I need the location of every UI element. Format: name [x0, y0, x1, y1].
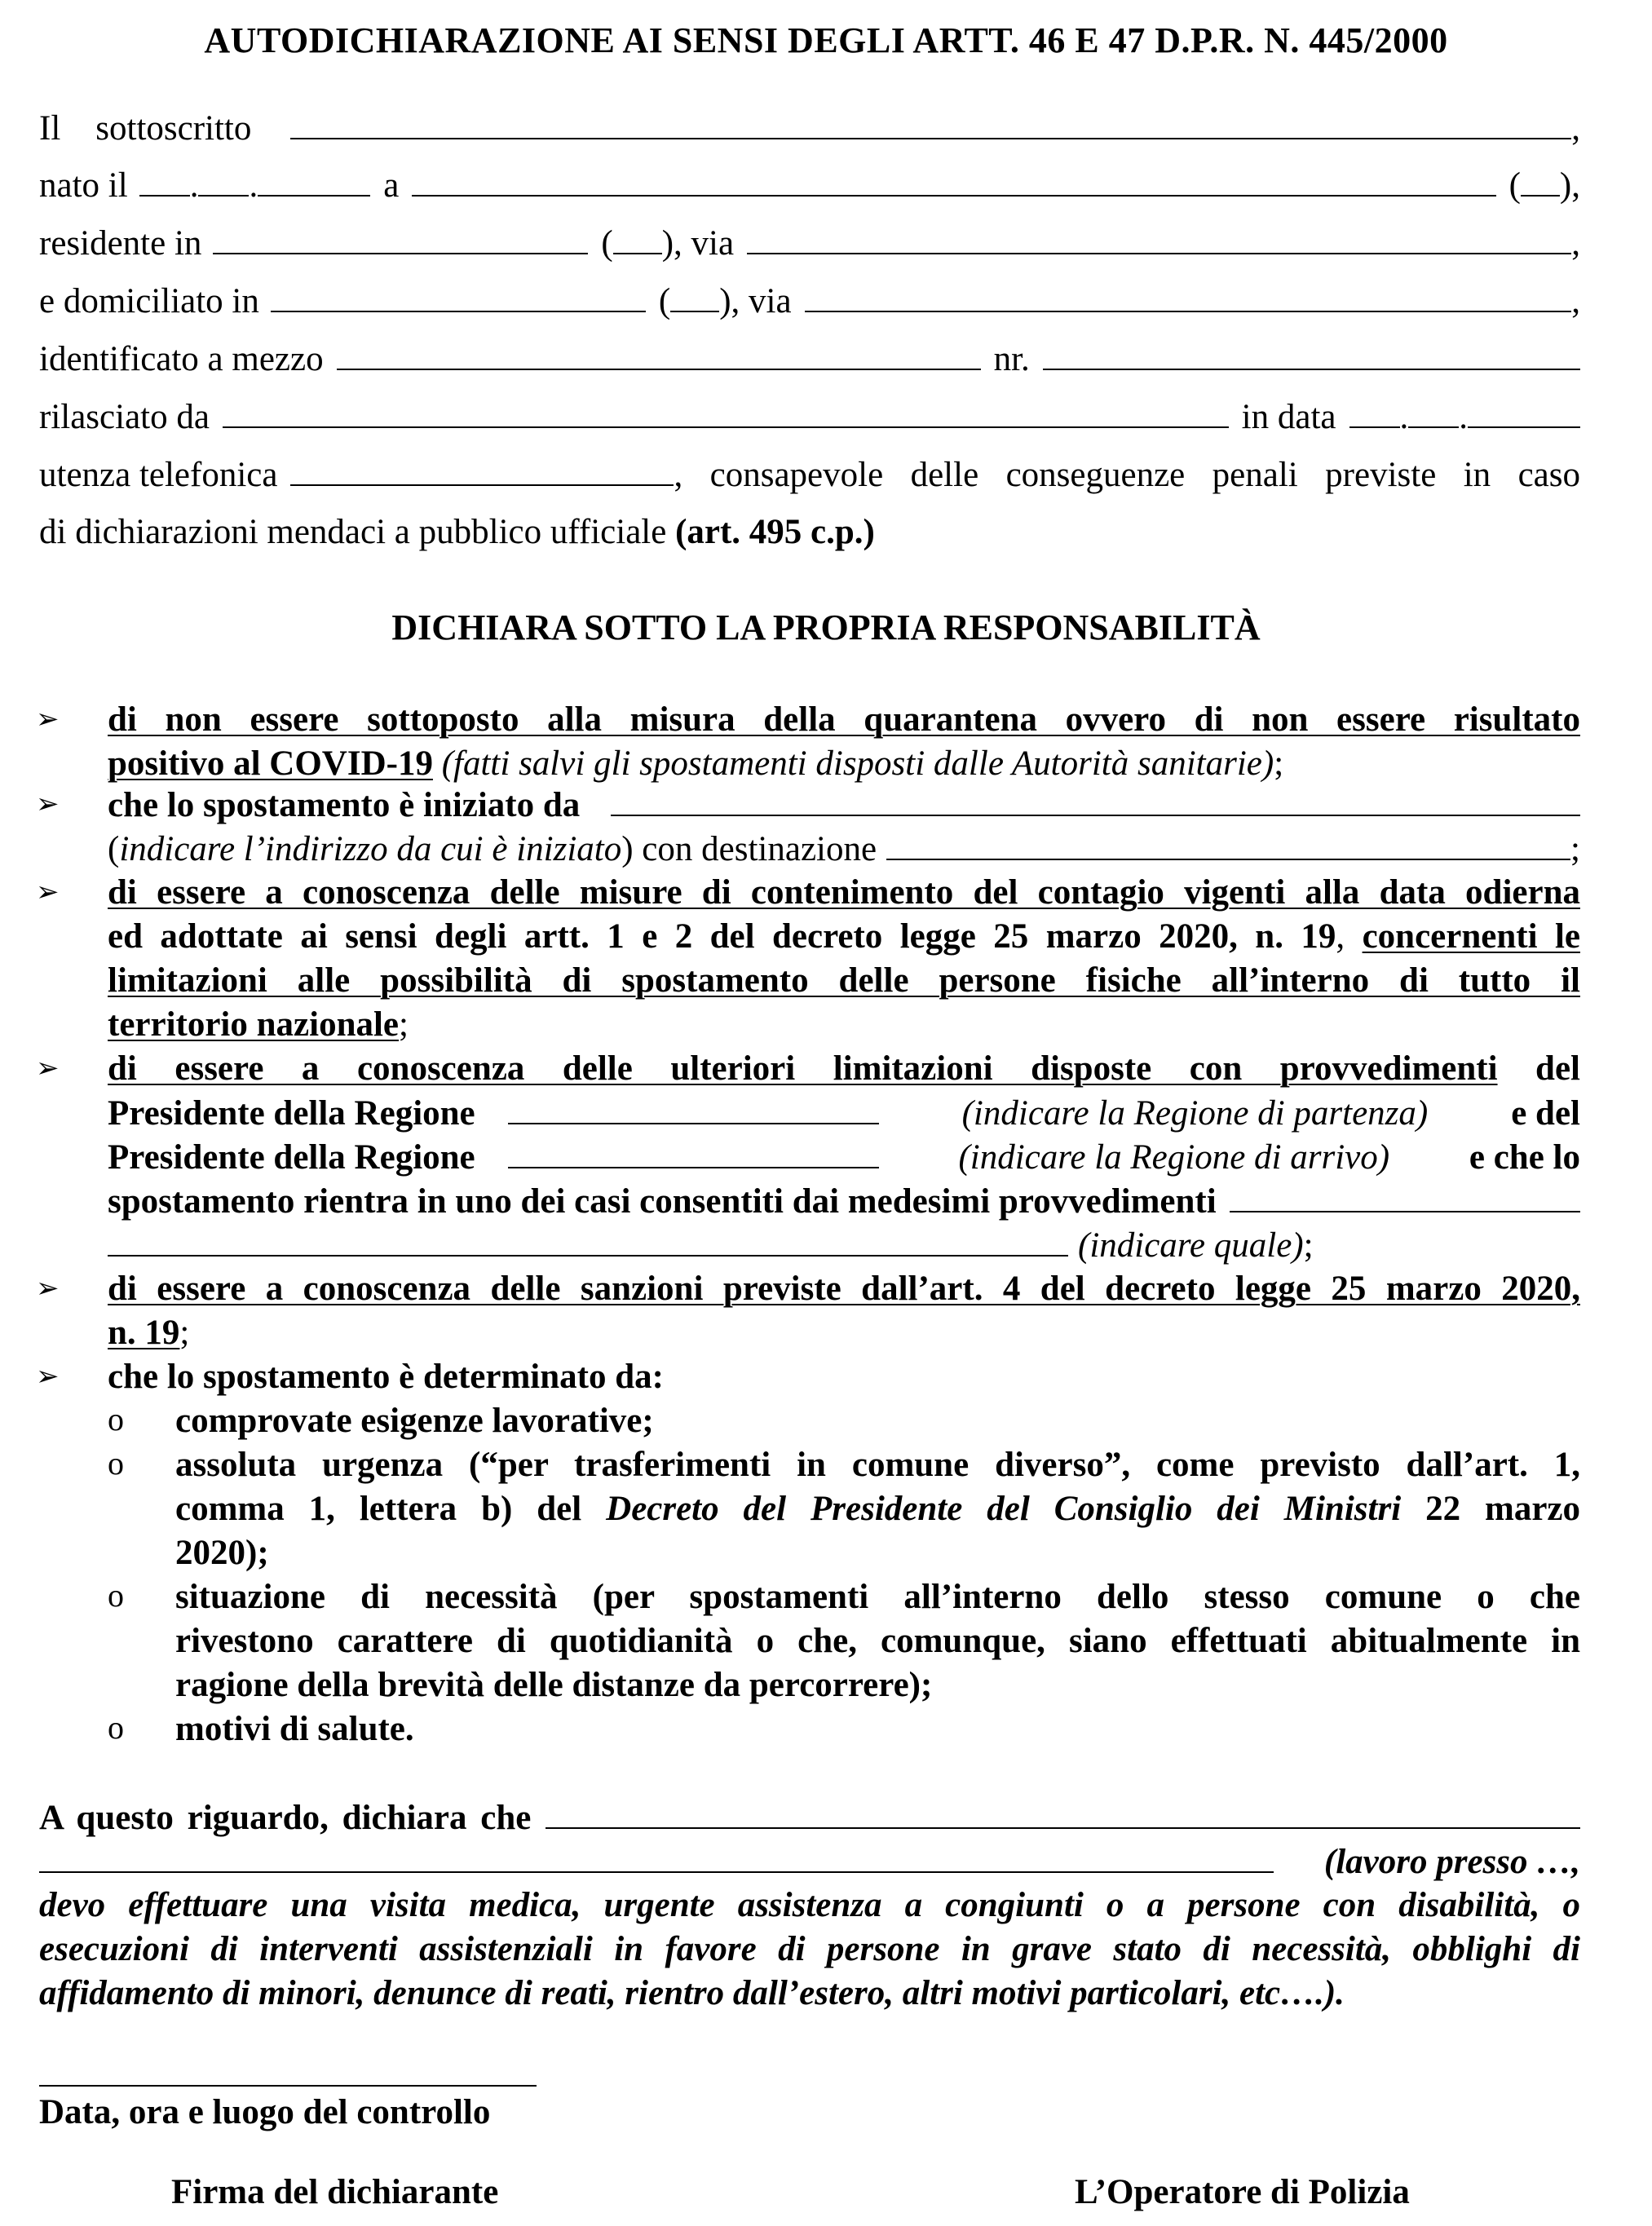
label-via: ), via	[719, 281, 792, 320]
bullet-arrow-icon: ➢	[36, 1053, 60, 1084]
label-data-luogo: Data, ora e luogo del controllo	[39, 2093, 491, 2131]
item-determinato: che lo spostamento è determinato da:	[108, 1358, 664, 1396]
field-via-residenza[interactable]	[747, 221, 1571, 254]
field-documento[interactable]	[337, 337, 981, 370]
declaration-intro-row	[39, 1795, 1580, 1840]
field-provvedimento[interactable]	[1230, 1179, 1580, 1212]
text-presidente-regione: Presidente della Regione	[108, 1093, 475, 1133]
field-rilascio-anno[interactable]	[1468, 395, 1580, 428]
declaration-lavoro-row	[39, 1840, 1580, 1884]
label-nr: nr.	[993, 339, 1030, 378]
field-via-domicilio[interactable]	[805, 279, 1572, 312]
item-sanzioni-line2	[108, 1311, 1580, 1355]
date-separator: .	[1459, 397, 1468, 436]
label-identificato: identificato a mezzo	[39, 339, 324, 378]
item-indicare-quale	[108, 1223, 1580, 1267]
option-urgenza-line2	[175, 1487, 1580, 1531]
text-consapevole: , consapevole delle conseguenze penali previste in caso	[674, 455, 1580, 494]
punctuation: ;	[399, 1005, 409, 1044]
item-misure-line3: limitazioni alle possibilità di spostamento delle persone fisiche all’interno di tutto il	[108, 961, 1580, 1000]
declaration-line1: devo effettuare una visita medica, urgente assistenza a congiunti o a persone con disabilità, o	[39, 1886, 1580, 1924]
text-regione-partenza-note: (indicare la Regione di partenza)	[961, 1093, 1429, 1133]
label-operatore-polizia: L’Operatore di Polizia	[1075, 2173, 1410, 2211]
text-rientra: spostamento rientra in uno dei casi consentiti dai medesimi provvedimenti	[108, 1181, 1217, 1221]
comma: ,	[1571, 108, 1580, 148]
option-salute: motivi di salute.	[175, 1710, 414, 1748]
punctuation: (	[108, 829, 120, 868]
label-sottoscritto: Il sottoscritto	[39, 108, 252, 148]
prov-open: (	[658, 281, 671, 320]
prov-open: (	[1508, 166, 1521, 205]
row-residenza	[39, 221, 1580, 265]
text-e-del: e del	[1511, 1093, 1580, 1133]
field-provincia-residenza[interactable]	[613, 221, 662, 254]
section-title: DICHIARA SOTTO LA PROPRIA RESPONSABILITÀ	[391, 607, 1261, 647]
field-numero-documento[interactable]	[1043, 337, 1580, 370]
field-rilasciato-da[interactable]	[223, 395, 1229, 428]
option-necessita-line1: situazione di necessità (per spostamenti all’interno dello stesso comune o che	[175, 1578, 1580, 1616]
field-provvedimento-cont[interactable]	[108, 1223, 1068, 1257]
row-mendaci	[39, 510, 1580, 554]
label-rilasciato-da: rilasciato da	[39, 397, 210, 436]
item-quarantena-line1: di non essere sottoposto alla misura della quarantena ovvero di non essere risultato	[108, 700, 1580, 739]
item-ulteriori-line1	[108, 1047, 1580, 1091]
item-destinazione	[108, 827, 1580, 871]
field-dichiarazione[interactable]	[546, 1795, 1580, 1829]
text-territorio: territorio nazionale	[108, 1005, 400, 1044]
sub-bullet-circle-icon: o	[108, 1709, 124, 1746]
field-nascita-mese[interactable]	[198, 163, 249, 197]
field-nome[interactable]	[290, 106, 1571, 139]
text-indirizzo-note: indicare l’indirizzo da cui è iniziato	[119, 829, 622, 868]
bullet-arrow-icon: ➢	[36, 704, 60, 735]
text-a-questo-riguardo: A questo riguardo, dichiara che	[39, 1798, 532, 1837]
comma: ,	[1571, 281, 1580, 320]
text-autorita-note: (fatti salvi gli spostamenti disposti dalle Autorità sanitarie)	[441, 744, 1274, 783]
item-spostamento-da	[108, 783, 1580, 827]
sub-bullet-circle-icon: o	[108, 1445, 124, 1482]
item-misure-line2	[108, 915, 1580, 959]
label-a: a	[383, 166, 400, 205]
item-misure-line4	[108, 1003, 1580, 1047]
bullet-arrow-icon: ➢	[36, 1362, 60, 1392]
field-provincia-domicilio[interactable]	[670, 279, 719, 312]
field-luogo-nascita[interactable]	[412, 163, 1495, 197]
comma: ,	[1571, 223, 1580, 263]
prov-close: ),	[1559, 166, 1580, 205]
field-nascita-giorno[interactable]	[139, 163, 190, 197]
field-nascita-anno[interactable]	[258, 163, 370, 197]
field-comune-domicilio[interactable]	[271, 279, 646, 312]
field-destinazione[interactable]	[886, 827, 1570, 860]
label-via: ), via	[661, 223, 735, 263]
text-concernenti: concernenti le	[1362, 917, 1580, 956]
field-rilascio-giorno[interactable]	[1349, 395, 1400, 428]
field-regione-partenza[interactable]	[508, 1091, 879, 1124]
declaration-line3: affidamento di minori, denunce di reati, rientro dall’estero, altri motivi particolari, etc….).	[39, 1974, 1345, 2012]
field-comune-residenza[interactable]	[213, 221, 588, 254]
field-telefono[interactable]	[290, 453, 674, 486]
text-22-marzo: 22 marzo	[1425, 1490, 1581, 1528]
field-regione-arrivo[interactable]	[508, 1135, 879, 1168]
text-art-495: (art. 495 c.p.)	[675, 513, 875, 551]
punctuation: ;	[1303, 1226, 1314, 1265]
field-dichiarazione-cont[interactable]	[39, 1840, 1274, 1873]
label-utenza: utenza telefonica	[39, 455, 278, 494]
text-mendaci: di dichiarazioni mendaci a pubblico ufficiale	[39, 513, 667, 551]
punctuation: ;	[179, 1314, 190, 1352]
date-separator: .	[189, 166, 199, 205]
item-sanzioni-line1: di essere a conoscenza delle sanzioni previste dall’art. 4 del decreto legge 25 marzo 2020,	[108, 1270, 1580, 1308]
item-quarantena-line2	[108, 742, 1580, 786]
label-nato-il: nato il	[39, 166, 128, 205]
row-domicilio	[39, 279, 1580, 323]
text-indicare-quale: (indicare quale)	[1078, 1226, 1304, 1265]
punctuation: ;	[1274, 744, 1284, 783]
date-separator: .	[1399, 397, 1409, 436]
text-lavoro-presso: (lavoro presso …,	[1323, 1842, 1580, 1881]
row-identificazione	[39, 337, 1580, 381]
text-spostamento-iniziato: che lo spostamento è iniziato da	[108, 785, 581, 824]
text-dpcm: Decreto del Presidente del Consiglio dei Ministri	[606, 1490, 1402, 1528]
field-indirizzo-partenza[interactable]	[611, 783, 1580, 816]
text-n-19: n. 19	[108, 1314, 180, 1352]
field-provincia-nascita[interactable]	[1521, 163, 1560, 197]
field-rilascio-mese[interactable]	[1408, 395, 1459, 428]
bullet-arrow-icon: ➢	[36, 877, 60, 908]
document-title: AUTODICHIARAZIONE AI SENSI DEGLI ARTT. 46 E 47 D.P.R. N. 445/2000	[204, 20, 1448, 60]
item-regione-partenza	[108, 1091, 1580, 1135]
row-nascita	[39, 163, 1580, 207]
punctuation: ;	[1570, 829, 1580, 868]
label-residente-in: residente in	[39, 223, 202, 263]
prov-open: (	[601, 223, 613, 263]
punctuation: ,	[1336, 917, 1363, 956]
date-separator: .	[249, 166, 258, 205]
label-firma-dichiarante: Firma del dichiarante	[171, 2173, 499, 2211]
item-misure-line1: di essere a conoscenza delle misure di contenimento del contagio vigenti alla data odierna	[108, 873, 1580, 912]
text-del: del	[1535, 1049, 1580, 1088]
text-e-che-lo: e che lo	[1469, 1137, 1580, 1177]
text-con-destinazione: ) con destinazione	[621, 829, 877, 868]
text-ulteriori-limitazioni: di essere a conoscenza delle ulteriori limitazioni disposte con provvedimenti	[108, 1049, 1498, 1088]
option-urgenza-line3: 2020);	[175, 1534, 269, 1572]
sub-bullet-circle-icon: o	[108, 1577, 124, 1614]
text-comma-lettera: comma 1, lettera b) del	[175, 1490, 582, 1528]
declaration-line2: esecuzioni di interventi assistenziali in favore di persone in grave stato di necessità, obblighi di	[39, 1930, 1580, 1968]
label-in-data: in data	[1241, 397, 1336, 436]
field-data-luogo[interactable]	[39, 2053, 537, 2087]
bullet-arrow-icon: ➢	[36, 789, 60, 819]
row-rilascio	[39, 395, 1580, 439]
row-sottoscritto	[39, 106, 1580, 150]
item-rientra	[108, 1179, 1580, 1223]
option-urgenza-line1: assoluta urgenza (“per trasferimenti in comune diverso”, come previsto dall’art. 1,	[175, 1446, 1580, 1484]
bullet-arrow-icon: ➢	[36, 1274, 60, 1304]
option-necessita-line3: ragione della brevità delle distanze da percorrere);	[175, 1666, 933, 1704]
item-regione-arrivo	[108, 1135, 1580, 1179]
text-covid: positivo al COVID-19	[108, 744, 433, 783]
text-presidente-regione: Presidente della Regione	[108, 1137, 475, 1177]
row-telefono	[39, 453, 1580, 497]
label-domiciliato-in: e domiciliato in	[39, 281, 259, 320]
sub-bullet-circle-icon: o	[108, 1401, 124, 1438]
option-necessita-line2: rivestono carattere di quotidianità o che, comunque, siano effettuati abitualmente in	[175, 1622, 1580, 1660]
text-regione-arrivo-note: (indicare la Regione di arrivo)	[958, 1137, 1390, 1177]
text-decreto-19: ed adottate ai sensi degli artt. 1 e 2 del decreto legge 25 marzo 2020, n. 19	[108, 917, 1336, 956]
option-lavorative: comprovate esigenze lavorative;	[175, 1402, 654, 1440]
